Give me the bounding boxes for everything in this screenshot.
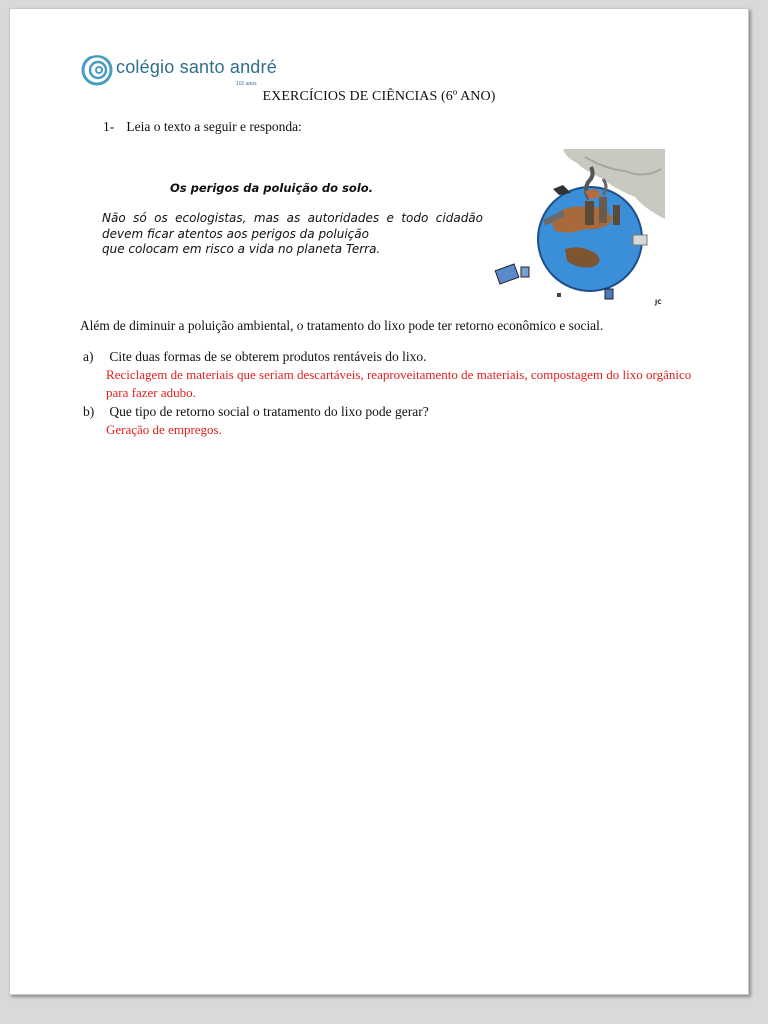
item-a xyxy=(83,349,427,365)
logo-swirl-icon xyxy=(80,51,116,87)
excerpt-body-line-2: que colocam em risco a vida no planeta Terra. xyxy=(102,242,381,256)
question-1 xyxy=(103,119,302,135)
document-page xyxy=(9,8,749,995)
excerpt-body-line-1: Não só os ecologistas, mas as autoridades e todo cidadão devem ficar atentos aos perigos da poluição xyxy=(102,211,483,241)
image-caption: JC xyxy=(655,299,662,306)
logo-subtext: 101 anos xyxy=(236,81,257,87)
question-prompt: Leia o texto a seguir e responda: xyxy=(126,119,302,134)
item-b xyxy=(83,404,429,420)
item-label: a) xyxy=(83,349,94,364)
excerpt-title: Os perigos da poluição do solo. xyxy=(170,181,374,195)
item-question: Cite duas formas de se obterem produtos rentáveis do lixo. xyxy=(109,349,427,364)
logo-text: colégio santo andré xyxy=(116,57,277,77)
excerpt-body xyxy=(102,211,483,258)
item-question: Que tipo de retorno social o tratamento do lixo pode gerar? xyxy=(109,404,429,419)
item-a-answer: Reciclagem de materiais que seriam descartáveis, reaproveitamento de materiais, compostagem do lixo orgânico para fazer adubo. xyxy=(106,367,692,400)
question-number: 1- xyxy=(103,119,115,134)
item-b-answer: Geração de empregos. xyxy=(106,422,222,437)
context-paragraph: Além de diminuir a poluição ambiental, o tratamento do lixo pode ter retorno econômico e social. xyxy=(80,318,604,333)
polluted-earth-illustration xyxy=(485,149,665,309)
page-title: EXERCÍCIOS DE CIÊNCIAS (6º ANO) xyxy=(262,89,496,104)
item-label: b) xyxy=(83,404,95,419)
